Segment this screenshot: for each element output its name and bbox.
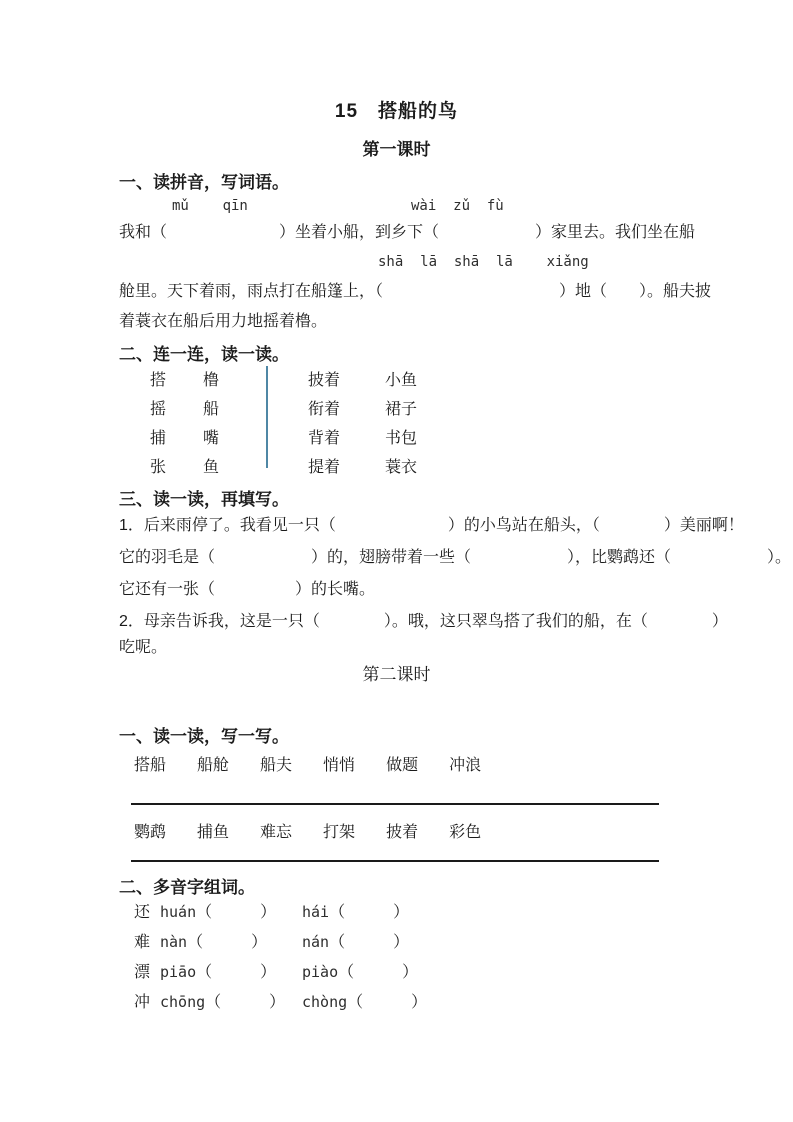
p1-sec1-heading: 一、读拼音，写词语。 bbox=[119, 173, 289, 192]
p1-sec3-heading: 三、读一读，再填写。 bbox=[119, 490, 289, 509]
match-object: 小鱼 bbox=[385, 372, 418, 389]
match-verb: 搭 bbox=[150, 372, 167, 389]
pinyin-reading-1: chōng bbox=[160, 993, 206, 1011]
pinyin-sha-la-xiang: shā lā shā lā xiǎng bbox=[378, 254, 589, 270]
match-row bbox=[308, 367, 417, 396]
match-row bbox=[308, 425, 417, 454]
match-noun: 嘴 bbox=[203, 430, 220, 447]
polyphone-character: 冲 bbox=[134, 994, 151, 1011]
session2-heading: 第二课时 bbox=[362, 665, 431, 684]
fill-in-item2-line1: 2．母亲告诉我，这是一只（ ）。哦，这只翠鸟搭了我们的船，在（ ） bbox=[119, 613, 728, 630]
word: 搭船 bbox=[134, 757, 167, 774]
match-noun: 橹 bbox=[203, 372, 220, 389]
match-row bbox=[150, 425, 219, 454]
pinyin-reading-2: nán bbox=[302, 933, 330, 951]
word: 做题 bbox=[386, 757, 419, 774]
fill-in-sentence-line2: 舱里。天下着雨，雨点打在船篷上，（ ）地（ ）。船夫披 bbox=[119, 283, 712, 300]
match-right-column bbox=[308, 367, 417, 483]
answer-blank: （ ） bbox=[329, 904, 410, 921]
pinyin-reading-2: piào bbox=[302, 963, 339, 981]
word: 船夫 bbox=[260, 757, 293, 774]
word: 披着 bbox=[386, 824, 419, 841]
pinyin-reading-1: piāo bbox=[160, 963, 197, 981]
match-row bbox=[150, 396, 219, 425]
lesson-title: 15 搭船的鸟 bbox=[334, 101, 459, 122]
pinyin-reading-1: huán bbox=[160, 903, 197, 921]
answer-blank: （ ） bbox=[329, 934, 410, 951]
pinyin-mu-qin: mǔ qīn bbox=[172, 198, 248, 214]
match-verb-phrase: 衔着 bbox=[308, 401, 341, 418]
match-row bbox=[308, 396, 417, 425]
polyphone-character: 难 bbox=[134, 934, 151, 951]
polyphone-row-chong bbox=[134, 989, 427, 1012]
fill-in-item1-line3: 它还有一张（ ）的长嘴。 bbox=[119, 581, 376, 598]
pinyin-reading-2: hái bbox=[302, 903, 330, 921]
pinyin-reading-2: chòng bbox=[302, 993, 348, 1011]
match-row bbox=[150, 454, 219, 483]
word-row-1 bbox=[134, 752, 481, 775]
match-verb-phrase: 提着 bbox=[308, 459, 341, 476]
word: 冲浪 bbox=[449, 757, 482, 774]
pinyin-wai-zu-fu: wài zǔ fù bbox=[411, 198, 504, 214]
p1-sec2-heading: 二、连一连，读一读。 bbox=[119, 345, 289, 364]
polyphone-character: 漂 bbox=[134, 964, 151, 981]
polyphone-row-nan bbox=[134, 929, 409, 952]
match-noun: 鱼 bbox=[203, 459, 220, 476]
match-verb: 摇 bbox=[150, 401, 167, 418]
match-row bbox=[308, 454, 417, 483]
match-noun: 船 bbox=[203, 401, 220, 418]
fill-in-sentence-line3: 着蓑衣在船后用力地摇着橹。 bbox=[119, 313, 328, 330]
match-row bbox=[150, 367, 219, 396]
answer-blank: （ ） bbox=[187, 934, 268, 951]
word: 捕鱼 bbox=[197, 824, 230, 841]
match-verb-phrase: 披着 bbox=[308, 372, 341, 389]
match-divider-line bbox=[266, 366, 268, 468]
answer-blank: （ ） bbox=[196, 964, 277, 981]
answer-blank: （ ） bbox=[205, 994, 286, 1011]
match-object: 书包 bbox=[385, 430, 418, 447]
fill-in-item1-line2: 它的羽毛是（ ）的，翅膀带着一些（ ），比鹦鹉还（ ）。 bbox=[119, 549, 792, 566]
answer-blank: （ ） bbox=[347, 994, 428, 1011]
p2-sec2-heading: 二、多音字组词。 bbox=[119, 878, 255, 897]
p2-sec1-heading: 一、读一读，写一写。 bbox=[119, 727, 289, 746]
word: 打架 bbox=[323, 824, 356, 841]
writing-rule-line bbox=[131, 803, 659, 805]
match-verb: 捕 bbox=[150, 430, 167, 447]
polyphone-row-piao bbox=[134, 959, 418, 982]
fill-in-item1-line1: 1．后来雨停了。我看见一只（ ）的小鸟站在船头，（ ）美丽啊！ bbox=[119, 517, 744, 534]
word: 彩色 bbox=[449, 824, 482, 841]
word: 悄悄 bbox=[323, 757, 356, 774]
pinyin-reading-1: nàn bbox=[160, 933, 188, 951]
word-row-2 bbox=[134, 819, 481, 842]
writing-rule-line bbox=[131, 860, 659, 862]
fill-in-sentence-line1: 我和（ ）坐着小船，到乡下（ ）家里去。我们坐在船 bbox=[119, 224, 696, 241]
word: 鹦鹉 bbox=[134, 824, 167, 841]
session1-heading: 第一课时 bbox=[362, 140, 431, 159]
polyphone-character: 还 bbox=[134, 904, 151, 921]
match-verb-phrase: 背着 bbox=[308, 430, 341, 447]
word: 船舱 bbox=[197, 757, 230, 774]
word: 难忘 bbox=[260, 824, 293, 841]
answer-blank: （ ） bbox=[338, 964, 419, 981]
match-object: 蓑衣 bbox=[385, 459, 418, 476]
match-object: 裙子 bbox=[385, 401, 418, 418]
match-verb: 张 bbox=[150, 459, 167, 476]
polyphone-row-huan bbox=[134, 899, 409, 922]
answer-blank: （ ） bbox=[196, 904, 277, 921]
match-left-column bbox=[150, 367, 219, 483]
fill-in-item2-line2: 吃呢。 bbox=[119, 639, 168, 656]
